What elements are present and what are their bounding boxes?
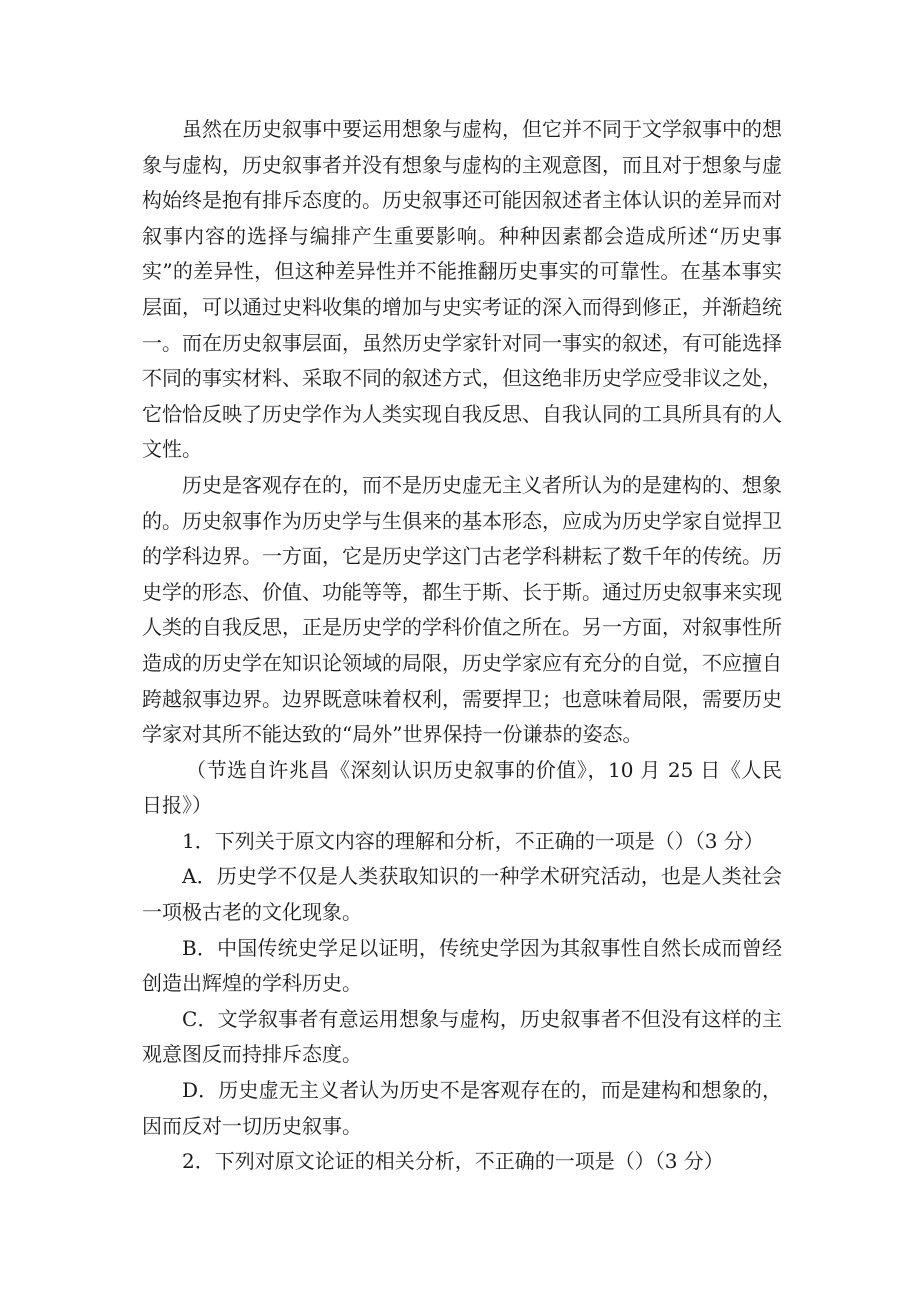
source-citation: （节选自许兆昌《深刻认识历史叙事的价值》，10 月 25 日《人民日报》） <box>142 757 782 818</box>
question-2-stem: 2．下列对原文论证的相关分析，不正确的一项是（）（3 分） <box>182 1149 724 1174</box>
question-1-stem: 1．下列关于原文内容的理解和分析，不正确的一项是（）（3 分） <box>182 828 764 853</box>
body-paragraph-1: 虽然在历史叙事中要运用想象与虚构，但它并不同于文学叙事中的想象与虚构，历史叙事者并没有想象与虚构的主观意图，而且对于想象与虚构始终是抱有排斥态度的。历史叙事还可能因叙述者主体认识的差异而对叙事内容的选择与编排产生重要影响。种种因素都会造成所述“历史事实”的差异性，但这种差异性并不能推翻历史事实的可靠性。在基本事实层面，可以通过史料收集的增加与史实考证的深入而得到修正，并渐趋统一。而在历史叙事层面，虽然历史学家针对同一事实的叙述，有可能选择不同的事实材料、采取不同的叙述方式，但这绝非历史学应受非议之处，它恰恰反映了历史学作为人类实现自我反思、自我认同的工具所具有的人文性。 <box>142 117 782 462</box>
question-1-option-b: B．中国传统史学足以证明，传统史学因为其叙事性自然长成而曾经创造出辉煌的学科历史。 <box>142 935 782 996</box>
body-paragraph-2: 历史是客观存在的，而不是历史虚无主义者所认为的是建构的、想象的。历史叙事作为历史学与生俱来的基本形态，应成为历史学家自觉捍卫的学科边界。一方面，它是历史学这门古老学科耕耘了数千年的传统。历史学的形态、价值、功能等等，都生于斯、长于斯。通过历史叙事来实现人类的自我反思，正是历史学的学科价值之所在。另一方面，对叙事性所造成的历史学在知识论领域的局限，历史学家应有充分的自觉，不应擅自跨越叙事边界。边界既意味着权利，需要捍卫；也意味着局限，需要历史学家对其所不能达致的“局外”世界保持一份谦恭的姿态。 <box>142 472 782 747</box>
question-1-option-c: C．文学叙事者有意运用想象与虚构，历史叙事者不但没有这样的主观意图反而持排斥态度。 <box>142 1006 782 1067</box>
question-1-option-d: D．历史虚无主义者认为历史不是客观存在的，而是建构和想象的，因而反对一切历史叙事。 <box>142 1078 782 1138</box>
document-page <box>142 112 782 1180</box>
question-1-option-a: A．历史学不仅是人类获取知识的一种学术研究活动，也是人类社会一项极古老的文化现象。 <box>142 864 782 925</box>
